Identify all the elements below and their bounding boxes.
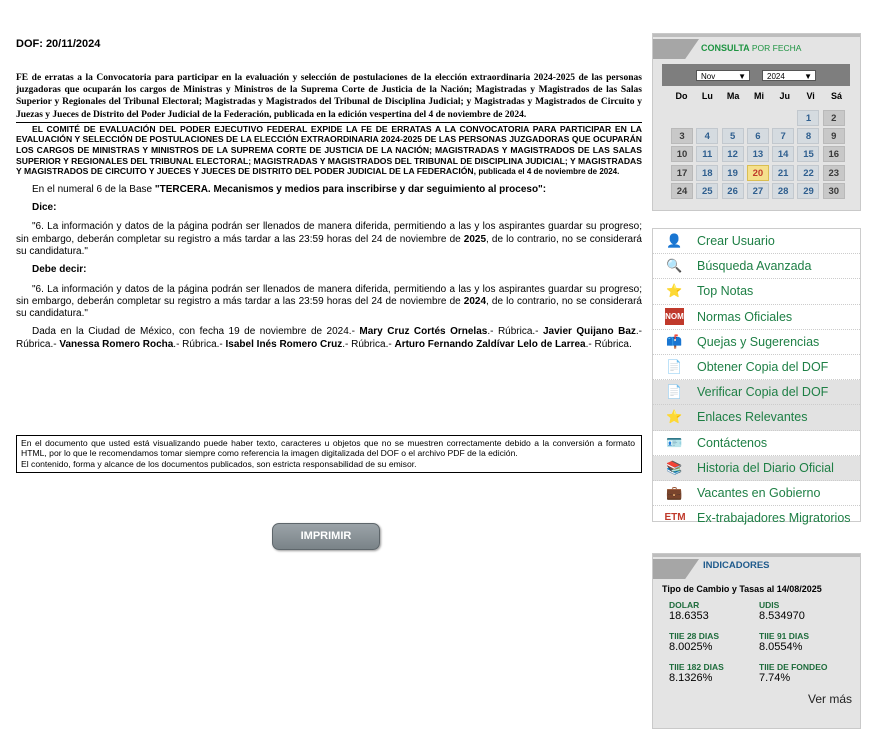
calendar-title-sub: POR FECHA xyxy=(751,43,802,53)
calendar-day[interactable]: 12 xyxy=(722,146,744,162)
calendar-day[interactable]: 21 xyxy=(772,165,794,181)
indicator-value: 18.6353 xyxy=(669,610,709,622)
menu-item-label: Verificar Copia del DOF xyxy=(697,385,829,400)
services-menu xyxy=(652,228,861,526)
menu-item-label: Top Notas xyxy=(697,284,754,299)
menu-item[interactable] xyxy=(653,431,860,456)
indicator-value: 8.534970 xyxy=(759,610,805,622)
indicators-subtitle: Tipo de Cambio y Tasas al 14/08/2025 xyxy=(662,584,822,594)
indicator-label: UDIS xyxy=(759,600,780,610)
debe-text: "6. La información y datos de la página podrán ser llenados de manera diferida, permitiendo a las y los aspirantes guardar su progreso; sin embargo, deberán completar su registro a más tardar a las 23:59 horas del 24 de noviembre de xyxy=(16,283,642,307)
rubrica: .- Rúbrica.- xyxy=(487,326,543,338)
indicator-udis xyxy=(759,600,839,622)
weekday-label: Sá xyxy=(830,91,842,101)
signature-date: Dada en la Ciudad de México, con fecha 19 de noviembre de 2024.- xyxy=(32,326,360,338)
weekday-label: Do xyxy=(675,91,688,101)
dice-label: Dice: xyxy=(32,202,57,214)
indicator-label: DOLAR xyxy=(669,600,700,610)
weekday-label: Ma xyxy=(726,91,740,101)
calendar-day[interactable]: 2 xyxy=(823,110,845,126)
committee-tail: publicada el 4 de noviembre de 2024. xyxy=(478,167,620,177)
star-icon: ⭐ xyxy=(666,409,683,425)
indicators-widget xyxy=(652,553,861,729)
nom-icon: NOM xyxy=(665,308,684,325)
menu-item-label: Crear Usuario xyxy=(697,234,775,248)
calendar-selectors xyxy=(662,64,850,86)
contact-card-icon: 🪪 xyxy=(666,434,683,450)
indicator-label: TIIE 182 DIAS xyxy=(669,662,724,672)
menu-item-label: Contáctenos xyxy=(697,435,768,450)
dice-year: 2025 xyxy=(463,233,487,245)
menu-item[interactable] xyxy=(653,229,860,254)
intro-paragraph xyxy=(16,184,642,196)
intro-base: "TERCERA. Mecanismos y medios para inscribirse y dar seguimiento al proceso": xyxy=(154,183,547,195)
menu-item-label: Enlaces Relevantes xyxy=(697,410,808,425)
disclaimer-text: El contenido, forma y alcance de los documentos publicados, son estricta responsabilidad de su emisor. xyxy=(21,458,417,469)
committee-text: EL COMITÉ DE EVALUACIÓN DEL PODER EJECUTIVO FEDERAL EXPIDE LA FE DE ERRATAS A LA CONVOCATORIA PARA PARTICIPAR EN LA EVALUACIÓN Y SELECCIÓN DE POSTULACIONES DE LA ELECCIÓN EXTRAORDINARIA 2024-2025 DE LAS PERSONAS JUZGADORAS QUE OCUPARÁN LOS CARGOS DE MINISTRAS Y MINISTROS DE LA SUPREMA CORTE DE JUSTICIA DE LA NACIÓN; MAGISTRADAS Y MAGISTRADOS DE LAS SALAS SUPERIOR Y REGIONALES DEL TRIBUNAL ELECTORAL; MAGISTRADAS Y MAGISTRADOS DEL TRIBUNAL DE DISCIPLINA JUDICIAL; Y MAGISTRADAS Y MAGISTRADOS DE CIRCUITO Y JUECES Y JUECES DE DISTRITO DEL PODER JUDICIAL DE LA FEDERACIÓN, xyxy=(16,123,642,177)
indicator-value: 8.1326% xyxy=(669,672,713,684)
menu-item[interactable] xyxy=(653,254,860,279)
indicator-tiie182 xyxy=(669,662,749,684)
debe-paragraph xyxy=(16,284,642,321)
signatory-name: Javier Quijano Baz xyxy=(543,326,636,338)
indicator-value: 8.0025% xyxy=(669,641,713,653)
menu-item[interactable] xyxy=(653,279,860,304)
document-title: FE de erratas a la Convocatoria para participar en la evaluación y selección de postulaciones de la elección extraordinaria 2024-2025 de las personas juzgadoras que ocuparán los cargos de Ministras y Ministros de la Suprema Corte de Justicia de la Nación; Magistradas y Magistrados de las Salas Superior y Regionales del Tribunal Electoral; Magistradas y Magistrados del Tribunal de Disciplina Judicial; y Magistradas y Magistrados de Circuito y Juezas y Jueces de Distrito del Poder Judicial de la Federación, publicada en la edición vespertina del 4 de noviembre de 2024. xyxy=(16,72,642,123)
menu-item[interactable] xyxy=(653,305,860,330)
menu-item[interactable] xyxy=(653,405,860,430)
chevron-down-icon: ▼ xyxy=(804,72,812,81)
indicator-tiie28 xyxy=(669,631,749,653)
menu-item[interactable] xyxy=(653,456,860,481)
document-icon: 📄 xyxy=(666,358,683,374)
calendar-empty-cell xyxy=(772,110,794,126)
calendar-day[interactable]: 7 xyxy=(772,128,794,144)
calendar-day[interactable]: 24 xyxy=(671,183,693,199)
calendar-empty-cell xyxy=(722,110,744,126)
intro-text: En el numeral 6 de la Base xyxy=(32,183,155,195)
calendar-day[interactable]: 26 xyxy=(722,183,744,199)
html-conversion-disclaimer xyxy=(16,435,642,473)
indicator-fondeo xyxy=(759,662,839,684)
weekday-label: Lu xyxy=(701,91,713,101)
header-bar xyxy=(653,554,860,557)
weekday-label: Vi xyxy=(806,91,815,101)
chevron-down-icon: ▼ xyxy=(738,72,746,81)
calendar-day[interactable]: 17 xyxy=(671,165,693,181)
calendar-day[interactable]: 29 xyxy=(797,183,819,199)
menu-item-label: Normas Oficiales xyxy=(697,309,793,324)
calendar-day[interactable]: 20 xyxy=(747,165,769,181)
menu-item-label: Búsqueda Avanzada xyxy=(697,259,812,274)
dice-text: "6. La información y datos de la página podrán ser llenados de manera diferida, permitiendo a las y los aspirantes guardar su progreso; sin embargo, deberán completar su registro a más tardar a las 23:59 horas del 24 de noviembre de xyxy=(16,221,642,245)
menu-item-label: Quejas y Sugerencias xyxy=(697,334,820,349)
calendar-day[interactable]: 27 xyxy=(747,183,769,199)
debe-text-end: , de lo contrario, no se considerará su candidatura." xyxy=(16,295,642,320)
rubrica: .- Rúbrica.- xyxy=(342,338,395,350)
calendar-day[interactable]: 25 xyxy=(696,183,718,199)
calendar-day[interactable]: 6 xyxy=(747,128,769,144)
signatory-name: Isabel Inés Romero Cruz xyxy=(225,338,343,350)
menu-item[interactable] xyxy=(653,506,860,530)
calendar-grid xyxy=(671,110,845,199)
calendar-day[interactable]: 11 xyxy=(696,146,718,162)
indicator-label: TIIE DE FONDEO xyxy=(759,662,828,672)
calendar-day[interactable]: 8 xyxy=(797,128,819,144)
menu-item-label: Obtener Copia del DOF xyxy=(697,359,829,374)
weekday-label: Mi xyxy=(753,91,764,101)
indicator-tiie91 xyxy=(759,631,839,653)
rubrica: .- Rúbrica.- xyxy=(16,326,643,350)
signatory-name: Arturo Fernando Zaldívar Lelo de Larrea xyxy=(394,338,586,350)
menu-item-label: Historia del Diario Oficial xyxy=(697,460,834,475)
calendar-day[interactable]: 19 xyxy=(722,165,744,181)
etm-icon: ETM xyxy=(664,512,686,524)
indicator-dolar xyxy=(669,600,749,622)
print-button[interactable]: IMPRIMIR xyxy=(272,523,380,550)
disclaimer-text: En el documento que usted está visualizando puede haber texto, caracteres u objetos que no se muestren correctamente debido a la conversión a formato HTML, por lo que le recomendamos tomar siempre como referencia la imagen digitalizada del DOF o el archivo PDF de la edición. xyxy=(21,438,635,459)
month-select[interactable] xyxy=(696,70,750,81)
calendar-day[interactable]: 15 xyxy=(797,146,819,162)
calendar-day[interactable]: 5 xyxy=(722,128,744,144)
user-add-icon: 👤 xyxy=(666,233,683,248)
calendar-title-main: CONSULTA xyxy=(701,43,750,53)
calendar-day[interactable]: 18 xyxy=(696,165,718,181)
publication-date: DOF: 20/11/2024 xyxy=(16,38,101,50)
indicators-header xyxy=(653,554,860,582)
indicator-label: TIIE 28 DIAS xyxy=(669,631,720,641)
menu-item[interactable] xyxy=(653,481,860,506)
indicators-title: INDICADORES xyxy=(703,560,770,571)
month-value: Nov xyxy=(701,72,716,81)
calendar-day[interactable]: 30 xyxy=(823,183,845,199)
year-select[interactable] xyxy=(762,70,816,81)
calendar-day[interactable]: 13 xyxy=(747,146,769,162)
signature-paragraph xyxy=(16,326,642,351)
calendar-day[interactable]: 22 xyxy=(797,165,819,181)
weekday-label: Ju xyxy=(779,91,791,101)
debe-label: Debe decir: xyxy=(32,264,87,276)
mailbox-icon: 📫 xyxy=(666,333,683,349)
calendar-day[interactable]: 16 xyxy=(823,146,845,162)
header-bar xyxy=(653,34,860,37)
dice-text-end: , de lo contrario, no se considerará su candidatura." xyxy=(16,233,642,257)
indicator-label: TIIE 91 DIAS xyxy=(759,631,810,641)
debe-year: 2024 xyxy=(463,295,487,307)
indicator-value: 7.74% xyxy=(759,672,791,684)
calendar-day[interactable]: 9 xyxy=(823,128,845,144)
books-icon: 📚 xyxy=(666,459,683,475)
calendar-empty-cell xyxy=(671,110,693,126)
year-value: 2024 xyxy=(767,72,785,81)
star-icon: ⭐ xyxy=(666,283,683,299)
document-check-icon: 📄 xyxy=(666,384,683,400)
header-tab xyxy=(653,559,699,579)
calendar-day[interactable]: 23 xyxy=(823,165,845,181)
signatory-name: Vanessa Romero Rocha xyxy=(59,338,174,350)
calendar-day[interactable]: 10 xyxy=(671,146,693,162)
committee-heading xyxy=(16,124,642,178)
calendar-day[interactable]: 1 xyxy=(797,110,819,126)
dice-paragraph xyxy=(16,221,642,258)
weekday-row xyxy=(669,91,849,101)
calendar-empty-cell xyxy=(696,110,718,126)
calendar-day[interactable]: 4 xyxy=(696,128,718,144)
jobs-icon: 💼 xyxy=(666,484,683,500)
indicator-value: 8.0554% xyxy=(759,641,803,653)
header-tab xyxy=(653,39,699,59)
calendar-widget xyxy=(652,33,861,211)
menu-item-label: Vacantes en Gobierno xyxy=(697,485,821,500)
menu-item-label: Ex-trabajadores Migratorios xyxy=(697,511,851,526)
rubrica: .- Rúbrica. xyxy=(585,338,632,350)
menu-item[interactable] xyxy=(653,355,860,380)
ver-mas-link[interactable]: Ver más xyxy=(807,692,852,706)
rubrica: .- Rúbrica.- xyxy=(173,338,226,350)
signatory-name: Mary Cruz Cortés Ornelas xyxy=(359,326,488,338)
calendar-day[interactable]: 3 xyxy=(671,128,693,144)
search-icon: 🔍 xyxy=(666,258,683,274)
calendar-day[interactable]: 14 xyxy=(772,146,794,162)
calendar-day[interactable]: 28 xyxy=(772,183,794,199)
calendar-title xyxy=(701,43,801,53)
calendar-header xyxy=(653,34,860,62)
menu-item[interactable] xyxy=(653,330,860,355)
menu-item[interactable] xyxy=(653,380,860,405)
calendar-empty-cell xyxy=(747,110,769,126)
document-body xyxy=(16,38,642,357)
